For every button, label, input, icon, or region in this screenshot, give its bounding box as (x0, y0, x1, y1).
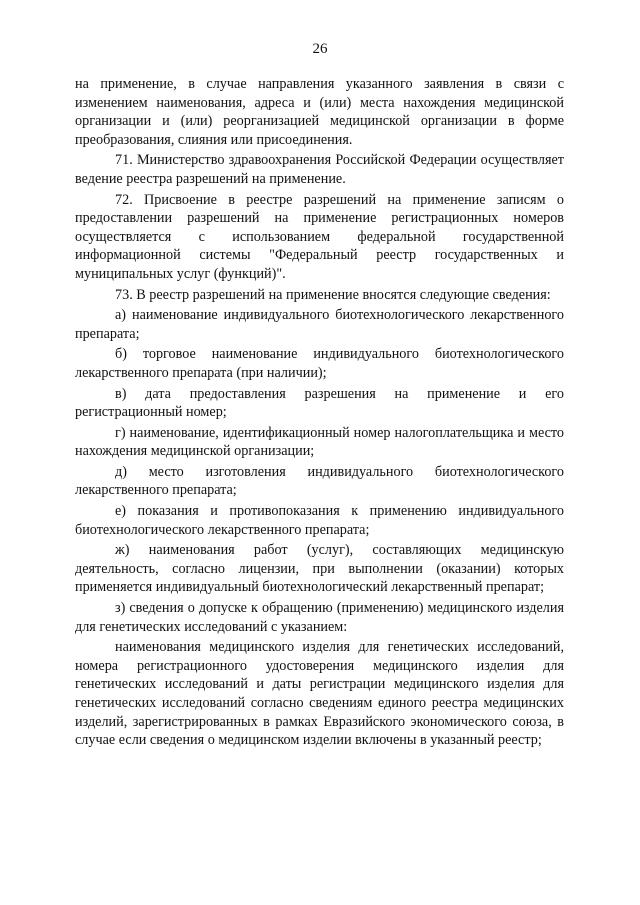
paragraph-73-v: в) дата предоставления разрешения на применение и его регистрационный номер; (75, 385, 564, 421)
paragraph-71: 71. Министерство здравоохранения Российской Федерации осуществляет ведение реестра разрешений на применение. (75, 152, 564, 187)
paragraph-73-g: г) наименование, идентификационный номер налогоплательщика и место нахождения медицинской организации; (75, 424, 564, 460)
paragraph-72: 72. Присвоение в реестре разрешений на применение записям о предоставлении разрешений на применение регистрационных номеров осуществляется с использованием федеральной государственной информационной системы "Федеральный реестр государственных и муниципальных услуг (функций)". (75, 191, 564, 282)
paragraph-73-b: б) торговое наименование индивидуального биотехнологического лекарственного препарата (при наличии); (75, 346, 564, 381)
paragraph-73-z: з) сведения о допуске к обращению (применению) медицинского изделия для генетических исследований с указанием: (75, 600, 564, 635)
page-number: 26 (312, 41, 328, 57)
paragraph-73-zh: ж) наименования работ (услуг), составляющих медицинскую деятельность, согласно лицензии, при выполнении (оказании) которых применяется индивидуальный биотехнологический лекарственный препарат; (75, 542, 564, 596)
paragraph-73-z-sub: наименования медицинского изделия для генетических исследований, номера регистрационного удостоверения медицинского изделия для генетических исследований и даты регистрации медицинского изделия для генетических исследований согласно сведениям единого реестра медицинских изделий, зарегистрированных в рамках Евразийского экономического союза, в случае если сведения о медицинском изделии включены в указанный реестр; (75, 639, 564, 749)
document-body (75, 75, 564, 752)
paragraph-73-a: а) наименование индивидуального биотехнологического лекарственного препарата; (75, 307, 564, 342)
paragraph-continuation: на применение, в случае направления указанного заявления в связи с изменением наименования, адреса и (или) места нахождения медицинской организации и (или) реорганизацией медицинской организации в форме преобразования, слияния или присоединения. (75, 76, 564, 148)
paragraph-73-e: е) показания и противопоказания к применению индивидуального биотехнологического лекарственного препарата; (75, 503, 564, 538)
paragraph-73-d: д) место изготовления индивидуального биотехнологического лекарственного препарата; (75, 463, 564, 499)
paragraph-73: 73. В реестр разрешений на применение вносятся следующие сведения: (115, 286, 551, 303)
